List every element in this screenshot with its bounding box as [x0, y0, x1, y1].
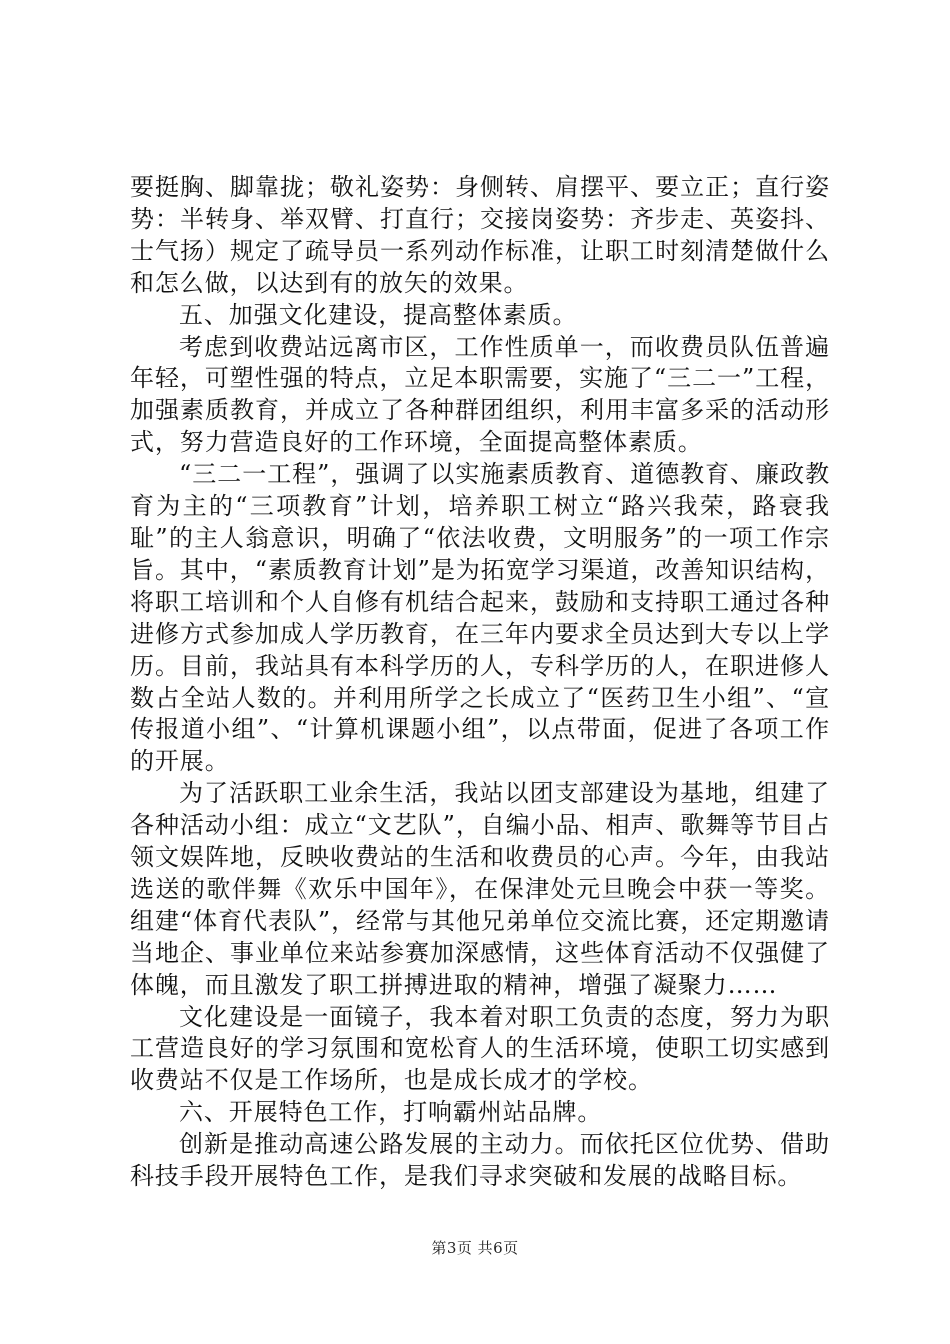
paragraph-6: 文化建设是一面镜子，我本着对职工负责的态度，努力为职工营造良好的学习氛围和宽松育人的生活环境，使职工切实感到收费站不仅是工作场所，也是成长成才的学校。: [130, 1002, 830, 1095]
section-heading-six: 六、开展特色工作，打响霸州站品牌。: [179, 1098, 603, 1127]
page-number-footer: 第3页 共6页: [431, 1239, 519, 1257]
paragraph-8: 创新是推动高速公路发展的主动力。而依托区位优势、借助科技手段开展特色工作，是我们寻求突破和发展的战略目标。: [130, 1130, 830, 1191]
paragraph-1: 要挺胸、脚靠拢；敬礼姿势：身侧转、肩摆平、要立正；直行姿势：半转身、举双臂、打直行；交接岗姿势：齐步走、英姿抖、士气扬）规定了疏导员一系列动作标准，让职工时刻清楚做什么和怎么做，以达到有的放矢的效果。: [130, 173, 830, 297]
paragraph-5: 为了活跃职工业余生活，我站以团支部建设为基地，组建了各种活动小组：成立“文艺队”，自编小品、相声、歌舞等节目占领文娱阵地，反映收费站的生活和收费员的心声。今年，由我站选送的歌伴舞《欢乐中国年》，在保津处元旦晚会中获一等奖。组建“体育代表队”，经常与其他兄弟单位交流比赛，还定期邀请当地企、事业单位来站参赛加深感情，这些体育活动不仅强健了体魄，而且激发了职工拼搏进取的精神，增强了凝聚力……: [130, 779, 830, 999]
paragraph-4: “三二一工程”，强调了以实施素质教育、道德教育、廉政教育为主的“三项教育”计划，培养职工树立“路兴我荣，路衰我耻”的主人翁意识，明确了“依法收费，文明服务”的一项工作宗旨。其中，“素质教育计划”是为拓宽学习渠道，改善知识结构，将职工培训和个人自修有机结合起来，鼓励和支持职工通过各种进修方式参加成人学历教育，在三年内要求全员达到大专以上学历。目前，我站具有本科学历的人，专科学历的人，在职进修人数占全站人数的。并利用所学之长成立了“医药卫生小组”、“宣传报道小组”、“计算机课题小组”，以点带面，促进了各项工作的开展。: [130, 460, 830, 776]
section-heading-five: 五、加强文化建设，提高整体素质。: [179, 300, 578, 329]
paragraph-3: 考虑到收费站远离市区，工作性质单一，而收费员队伍普遍年轻，可塑性强的特点，立足本职需要，实施了“三二一”工程，加强素质教育，并成立了各种群团组织，利用丰富多采的活动形式，努力营造良好的工作环境，全面提高整体素质。: [130, 332, 830, 457]
document-body: [130, 172, 830, 1193]
